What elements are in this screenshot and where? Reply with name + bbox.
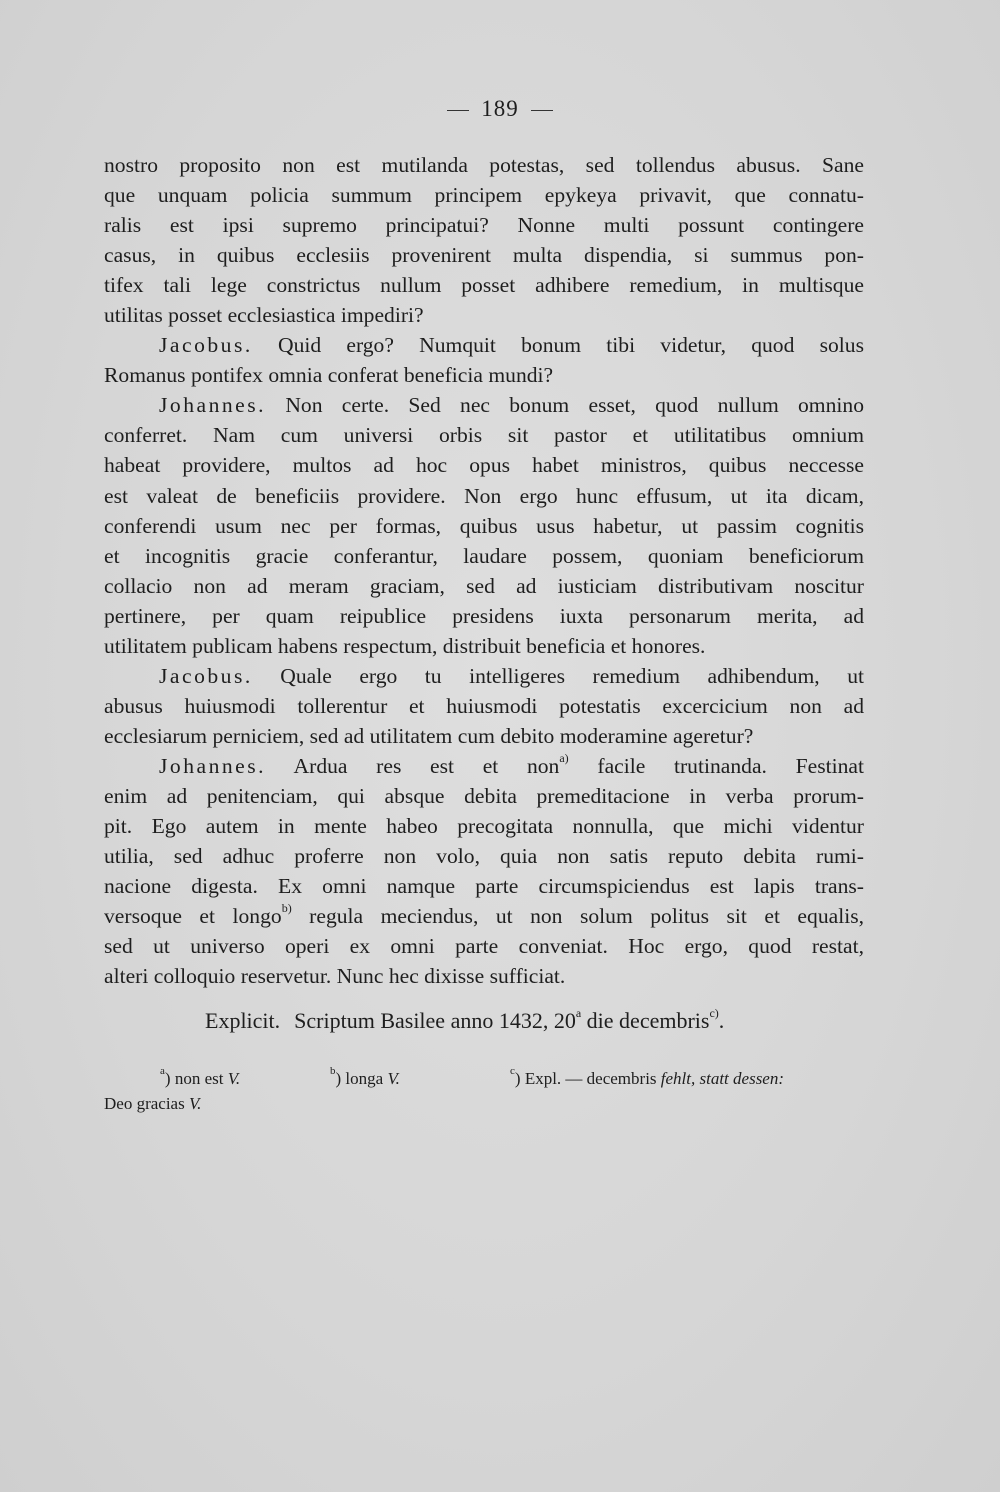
footnote-line — [104, 1091, 874, 1116]
text-line: ecclesiarum perniciem, sed ad utilitatem cum debito moderamine ageretur? — [104, 723, 754, 748]
text-line: ralis est ipsi supremo principatui? Nonne multi possunt contingere — [104, 213, 864, 238]
header-dash-left — [447, 110, 469, 111]
footnote-paren: ) — [514, 1069, 521, 1088]
text-line: nostro proposito non est mutilanda potestas, sed tollendus abusus. Sane — [104, 153, 864, 177]
footnote-marker: c) — [709, 1005, 719, 1020]
header-dash-right — [531, 110, 553, 111]
text-line: est valeat de beneficiis providere. Non ergo hunc effusum, ut ita dicam, — [104, 483, 864, 508]
text-line: habeat providere, multos ad hoc opus habet ministros, quibus neccesse — [104, 453, 864, 478]
speaker-text: Ardua res est et non — [293, 753, 560, 778]
text-line: utilitas posset ecclesiastica impediri? — [104, 303, 424, 328]
speaker-line — [104, 390, 864, 420]
text-segment: regula meciendus, ut non solum politus sit et equalis, — [309, 904, 864, 929]
footnote-marker: b) — [281, 900, 292, 915]
text-line: nacione digesta. Ex omni namque parte circumspiciendus est lapis trans- — [104, 874, 864, 899]
text-line: que unquam policia summum principem epykeya privavit, que connatu- — [104, 183, 864, 208]
footnote-b — [330, 1066, 510, 1091]
text-line: et incognitis gracie conferantur, laudare possem, quoniam beneficiorum — [104, 543, 864, 568]
text-line: alteri colloquio reservetur. Nunc hec dixisse sufficiat. — [104, 964, 566, 989]
text-line: enim ad penitenciam, qui absque debita premeditacione in verba prorum- — [104, 783, 864, 808]
footnote-mark: b — [330, 1065, 336, 1078]
speaker-name: Jacobus. — [159, 663, 253, 688]
speaker-text: facile trutinanda. Festinat — [597, 753, 864, 778]
footnote-text: longa — [345, 1069, 384, 1088]
footnote-a — [160, 1066, 330, 1091]
text-line: conferret. Nam cum universi orbis sit pastor et utilitatibus omnium — [104, 423, 864, 448]
footnote-siglum: V. — [227, 1069, 241, 1088]
footnotes — [104, 1066, 874, 1116]
text-line: Romanus pontifex omnia conferat beneficia mundi? — [104, 363, 554, 388]
explicit-text: die decembris — [586, 1008, 710, 1033]
page-number: 189 — [481, 96, 519, 121]
explicit-text: Scriptum Basilee anno 1432, 20 — [294, 1008, 576, 1033]
footnote-line — [104, 1066, 874, 1091]
footnote-c — [510, 1066, 784, 1091]
text-line: abusus huiusmodi tollerentur et huiusmodi potestatis excercicium non ad — [104, 693, 864, 718]
footnote-paren: ) — [164, 1069, 171, 1088]
body-text — [104, 150, 864, 991]
footnote-marker: a) — [559, 750, 569, 765]
text-line: casus, in quibus ecclesiis provenirent multa dispendia, si summus pon- — [104, 243, 864, 268]
footnote-mark: a — [160, 1065, 165, 1078]
text-line: conferendi usum nec per formas, quibus usus habetur, ut passim cognitis — [104, 513, 864, 538]
text-line: collacio non ad meram graciam, sed ad iusticiam distributivam noscitur — [104, 573, 864, 598]
footnote-paren: ) — [335, 1069, 342, 1088]
speaker-line — [104, 661, 864, 691]
text-line: pit. Ego autem in mente habeo precogitata nonnulla, que michi videntur — [104, 814, 864, 839]
speaker-name: Johannes. — [159, 753, 267, 778]
footnote-text: Deo gracias — [104, 1094, 185, 1113]
text-line: utilia, sed adhuc proferre non volo, quia non satis reputo debita rumi- — [104, 844, 864, 869]
speaker-line — [104, 330, 864, 360]
text-line: sed ut universo operi ex omni parte conveniat. Hoc ergo, quod restat, — [104, 934, 864, 959]
speaker-line — [104, 751, 864, 781]
footnote-text: non est — [174, 1069, 224, 1088]
explicit-word: Explicit. — [205, 1008, 281, 1033]
text-line: tifex tali lege constrictus nullum posset adhibere remedium, in multisque — [104, 273, 864, 298]
text-line: utilitatem publicam habens respectum, distribuit beneficia et honores. — [104, 633, 706, 658]
footnote-siglum: V. — [188, 1094, 202, 1113]
footnote-italic: fehlt, statt dessen: — [660, 1069, 785, 1088]
text-line: pertinere, per quam reipublice presidens iuxta personarum merita, ad — [104, 603, 864, 628]
explicit-line — [205, 1005, 865, 1034]
speaker-text: Quid ergo? Numquit bonum tibi videtur, quod solus — [277, 333, 864, 358]
text-line — [104, 901, 864, 931]
explicit-end: . — [718, 1008, 725, 1033]
speaker-name: Johannes. — [159, 393, 267, 418]
speaker-text: Quale ergo tu intelligeres remedium adhibendum, ut — [280, 663, 864, 688]
page-header — [0, 96, 1000, 122]
footnote-siglum: V. — [387, 1069, 400, 1088]
ordinal-marker: a — [575, 1005, 582, 1020]
text-segment: versoque et longo — [104, 904, 282, 929]
speaker-text: Non certe. Sed nec bonum esset, quod nullum omnino — [285, 393, 864, 418]
speaker-name: Jacobus. — [159, 333, 253, 358]
footnote-text: Expl. — decembris — [524, 1069, 657, 1088]
footnote-mark: c — [510, 1065, 515, 1078]
